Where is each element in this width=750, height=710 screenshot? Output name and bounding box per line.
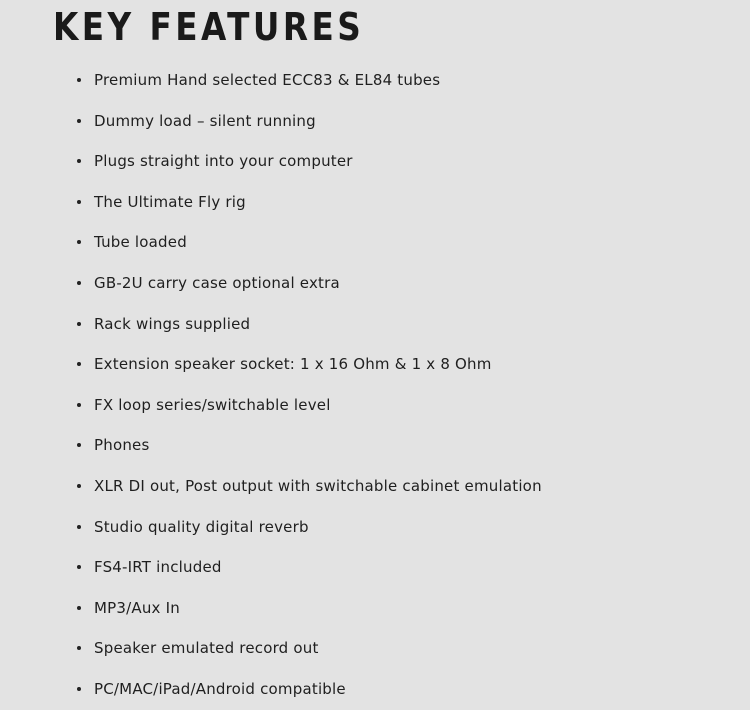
list-item [0,263,750,304]
bullet-icon [77,646,81,650]
bullet-icon [77,159,81,163]
feature-text: MP3/Aux In [94,598,180,617]
list-item [0,344,750,385]
list-item [0,547,750,588]
feature-text: Plugs straight into your computer [94,152,353,171]
feature-text: Dummy load – silent running [94,111,316,130]
bullet-icon [77,78,81,82]
feature-text: The Ultimate Fly rig [94,192,246,211]
bullet-icon [77,687,81,691]
list-item [0,588,750,629]
bullet-icon [77,484,81,488]
list-item [0,507,750,548]
bullet-icon [77,606,81,610]
feature-text: FS4-IRT included [94,558,222,577]
list-item [0,222,750,263]
list-item [0,182,750,223]
feature-text: PC/MAC/iPad/Android compatible [94,679,346,698]
bullet-icon [77,525,81,529]
list-item [0,466,750,507]
list-item [0,60,750,101]
feature-text: Studio quality digital reverb [94,517,309,536]
bullet-icon [77,281,81,285]
feature-text: Extension speaker socket: 1 x 16 Ohm & 1 x 8 Ohm [94,355,492,374]
list-item [0,304,750,345]
list-item [0,101,750,142]
feature-text: Rack wings supplied [94,314,251,333]
page-title: KEY FEATURES [53,5,365,49]
bullet-icon [77,403,81,407]
feature-text: GB-2U carry case optional extra [94,273,340,292]
features-list [0,60,750,710]
list-item [0,669,750,710]
bullet-icon [77,565,81,569]
bullet-icon [77,322,81,326]
feature-text: Premium Hand selected ECC83 & EL84 tubes [94,71,441,89]
feature-text: FX loop series/switchable level [94,395,331,414]
feature-text: Tube loaded [94,233,187,252]
feature-text: XLR DI out, Post output with switchable cabinet emulation [94,476,542,495]
list-item [0,141,750,182]
feature-text: Phones [94,436,150,455]
list-item [0,628,750,669]
bullet-icon [77,240,81,244]
bullet-icon [77,119,81,123]
list-item [0,385,750,426]
feature-text: Speaker emulated record out [94,639,319,658]
bullet-icon [77,200,81,204]
bullet-icon [77,443,81,447]
bullet-icon [77,362,81,366]
list-item [0,425,750,466]
